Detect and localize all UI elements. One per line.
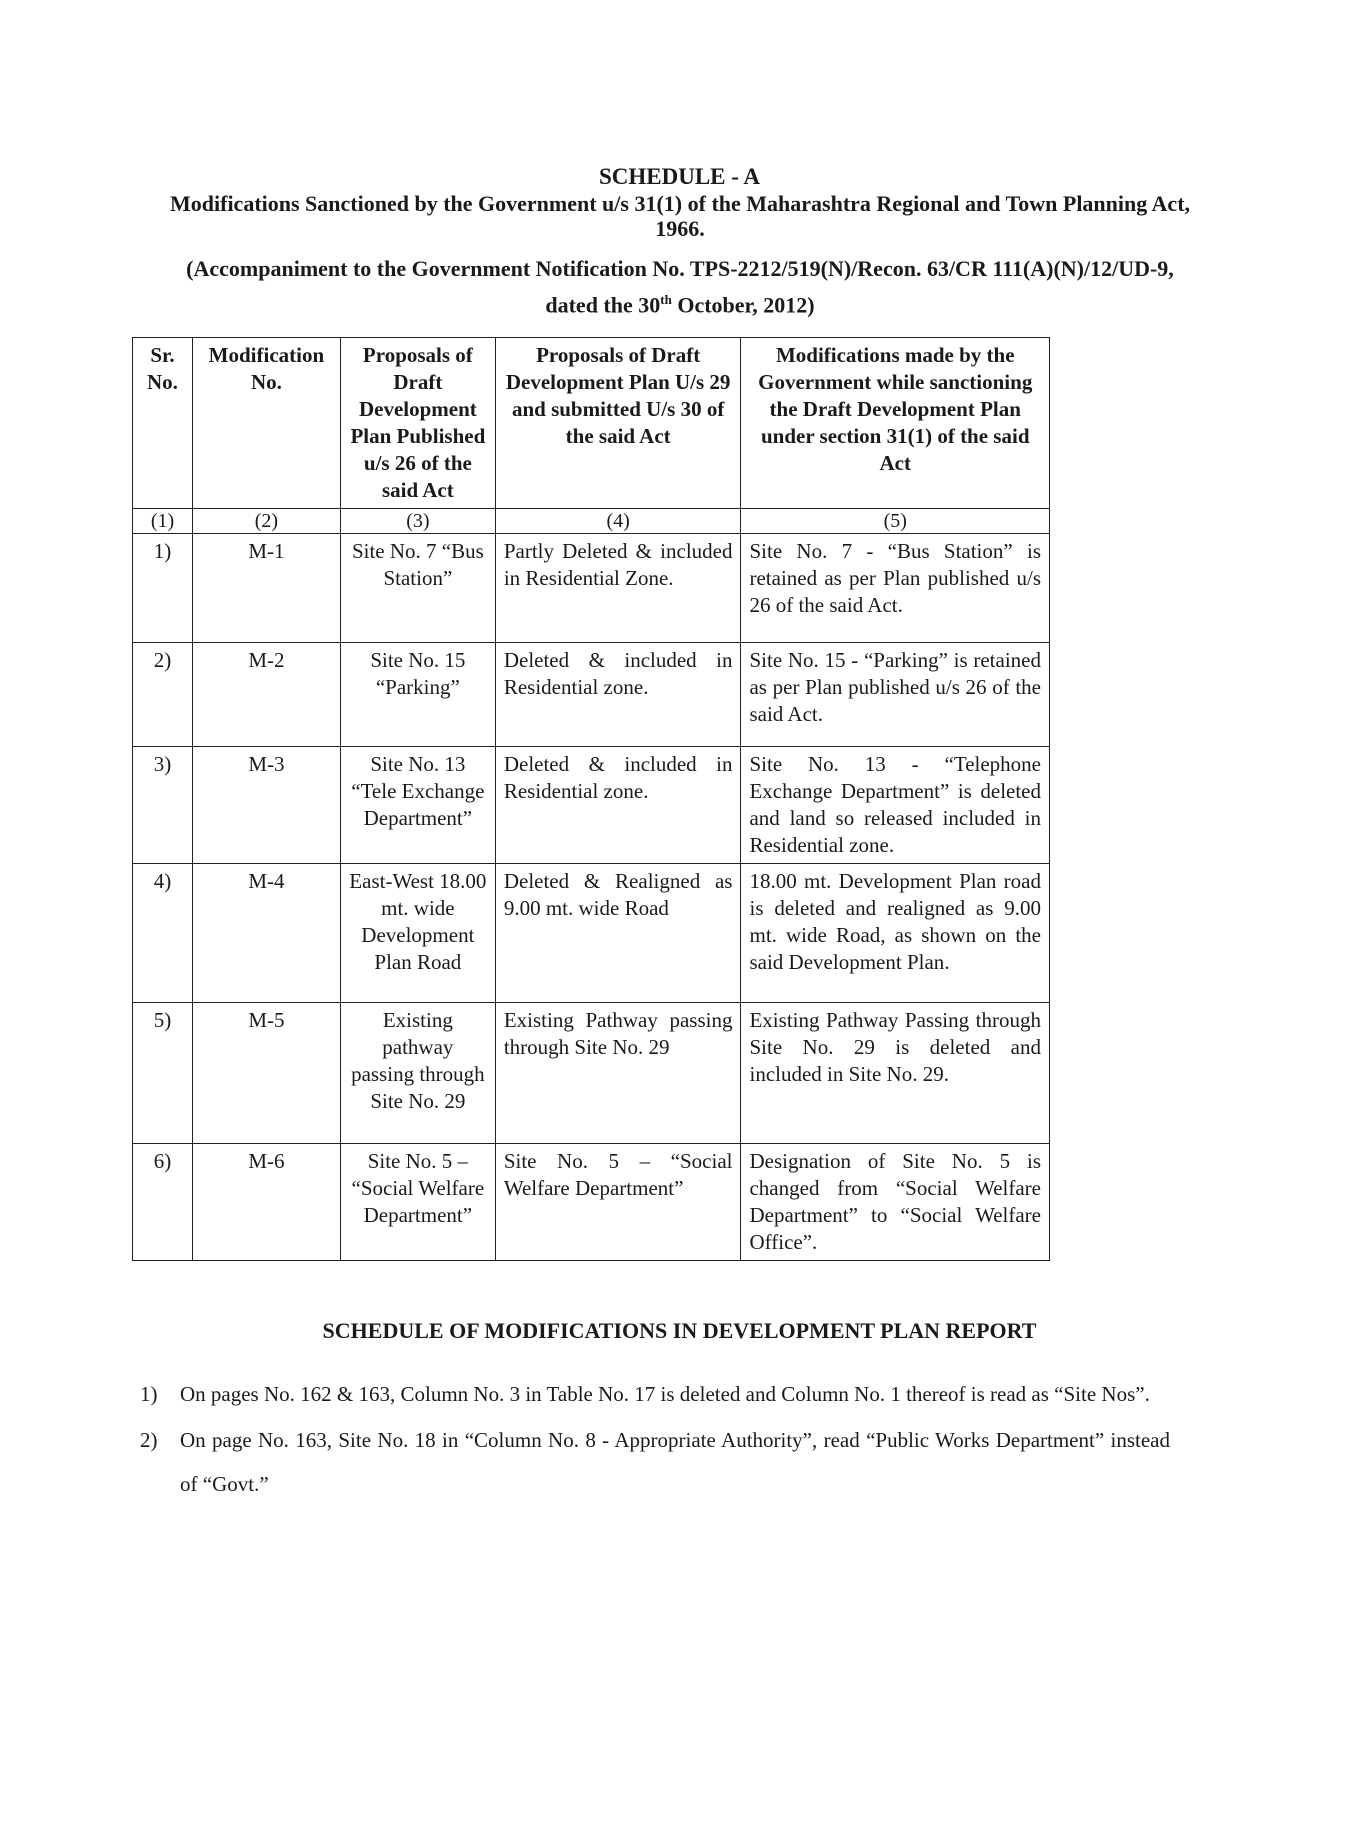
page-subtitle: Modifications Sanctioned by the Government u/s 31(1) of the Maharashtra Regional and Town Planning Act, 1966. (170, 191, 1191, 241)
list-item-number: 1) (140, 1382, 158, 1406)
cell-modification-no: M-3 (192, 747, 340, 864)
header-sr-no: Sr. No. (133, 338, 193, 509)
table-row (133, 1144, 1050, 1261)
list-item (140, 1372, 1170, 1416)
cell-published: Site No. 7 “Bus Station” (340, 534, 495, 643)
cell-sr-no: 4) (133, 864, 193, 1003)
cell-submitted: Deleted & Realigned as 9.00 mt. wide Road (495, 864, 741, 1003)
cell-sr-no: 1) (133, 534, 193, 643)
header-submitted-proposals: Proposals of Draft Development Plan U/s 29 and submitted U/s 30 of the said Act (495, 338, 741, 509)
cell-modification-no: M-2 (192, 643, 340, 747)
cell-sr-no: 5) (133, 1003, 193, 1144)
list-item-text: On pages No. 162 & 163, Column No. 3 in Table No. 17 is deleted and Column No. 1 thereof is read as “Site Nos”. (180, 1382, 1150, 1406)
list-item-text: On page No. 163, Site No. 18 in “Column No. 8 - Appropriate Authority”, read “Public Works Department” instead of “Govt.” (180, 1428, 1170, 1496)
cell-modification: Site No. 13 - “Telephone Exchange Department” is deleted and land so released included in Residential zone. (741, 747, 1050, 864)
header-published-proposals: Proposals of Draft Development Plan Published u/s 26 of the said Act (340, 338, 495, 509)
cell-submitted: Deleted & included in Residential zone. (495, 643, 741, 747)
cell-modification-no: M-1 (192, 534, 340, 643)
column-number: (3) (340, 509, 495, 534)
cell-sr-no: 6) (133, 1144, 193, 1261)
cell-modification: Designation of Site No. 5 is changed from “Social Welfare Department” to “Social Welfare Office”. (741, 1144, 1050, 1261)
notification-text: (Accompaniment to the Government Notification No. TPS-2212/519(N)/Recon. 63/CR 111(A)(N)/12/UD-9, dated the 30 (186, 256, 1174, 318)
column-number: (2) (192, 509, 340, 534)
cell-modification-no: M-4 (192, 864, 340, 1003)
table-row (133, 747, 1050, 864)
column-number: (1) (133, 509, 193, 534)
page-title: SCHEDULE - A (598, 164, 761, 189)
cell-submitted: Deleted & included in Residential zone. (495, 747, 741, 864)
cell-modification-no: M-6 (192, 1144, 340, 1261)
column-number-row (133, 509, 1050, 534)
list-item-number: 2) (140, 1428, 158, 1452)
table-header-row (133, 338, 1050, 509)
cell-submitted: Existing Pathway passing through Site No. 29 (495, 1003, 741, 1144)
report-schedule-title: SCHEDULE OF MODIFICATIONS IN DEVELOPMENT PLAN REPORT (322, 1318, 1037, 1343)
table-row (133, 864, 1050, 1003)
column-number: (4) (495, 509, 741, 534)
cell-modification: 18.00 mt. Development Plan road is deleted and realigned as 9.00 mt. wide Road, as shown on the said Development Plan. (741, 864, 1050, 1003)
cell-published: Site No. 15 “Parking” (340, 643, 495, 747)
cell-published: Site No. 5 – “Social Welfare Department” (340, 1144, 495, 1261)
notification-reference (170, 253, 1190, 320)
notification-date: October, 2012) (671, 292, 815, 318)
modifications-table (132, 337, 1050, 1261)
header-government-modifications: Modifications made by the Government while sanctioning the Draft Development Plan under section 31(1) of the said Act (741, 338, 1050, 509)
list-item (140, 1418, 1170, 1506)
cell-submitted: Site No. 5 – “Social Welfare Department” (495, 1144, 741, 1261)
notification-superscript: th (660, 292, 672, 307)
cell-sr-no: 2) (133, 643, 193, 747)
table-row (133, 643, 1050, 747)
cell-modification: Existing Pathway Passing through Site No. 29 is deleted and included in Site No. 29. (741, 1003, 1050, 1144)
cell-modification: Site No. 7 - “Bus Station” is retained as per Plan published u/s 26 of the said Act. (741, 534, 1050, 643)
cell-published: Existing pathway passing through Site No. 29 (340, 1003, 495, 1144)
table-row (133, 534, 1050, 643)
report-modifications-list (140, 1372, 1170, 1508)
column-number: (5) (741, 509, 1050, 534)
cell-submitted: Partly Deleted & included in Residential Zone. (495, 534, 741, 643)
table-row (133, 1003, 1050, 1144)
cell-sr-no: 3) (133, 747, 193, 864)
cell-published: East-West 18.00 mt. wide Development Plan Road (340, 864, 495, 1003)
cell-modification: Site No. 15 - “Parking” is retained as per Plan published u/s 26 of the said Act. (741, 643, 1050, 747)
cell-published: Site No. 13 “Tele Exchange Department” (340, 747, 495, 864)
cell-modification-no: M-5 (192, 1003, 340, 1144)
header-modification-no: Modification No. (192, 338, 340, 509)
